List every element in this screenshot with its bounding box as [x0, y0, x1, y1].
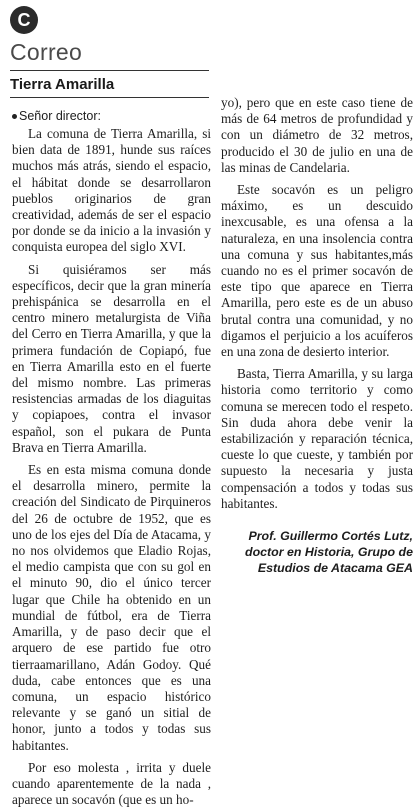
- signature: Prof. Guillermo Cortés Lutz, doctor en Historia, Grupo de Estudios de Atacama GEA: [245, 529, 413, 576]
- right-column: [221, 95, 413, 577]
- paragraph-4-end: yo), pero que en este caso tiene de más de 64 metros de profundidad y con un diámetro de 32 metros, producido el 30 de julio en una de las minas de Candelaria.: [221, 95, 413, 175]
- letter-headline: Tierra Amarilla: [10, 76, 115, 93]
- left-column: [12, 108, 211, 808]
- paragraph-1: La comuna de Tierra Amarilla, si bien data de 1891, hunde sus raíces muchos más atrás, siendo el espacio, el hábitat donde se desarrollaron pueblos originarios de gran creatividad, además de ser el espacio por donde se da inicio a la invasión y conquista europea del siglo XVI.: [12, 126, 211, 255]
- paragraph-5: Este socavón es un peligro máximo, es un descuido inexcusable, es una ofensa a la naturaleza, en una insolencia contra una comuna y sus habitantes,más cuando no es el primer socavón de este tipo que aparece en Tierra Amarilla, pero este es de un abuso brutal contra una comunidad, y no digamos el perjuicio a los acuíferos en una zona de desierto interior.: [221, 182, 413, 360]
- paragraph-6: Basta, Tierra Amarilla, y su larga historia como territorio y como comuna se merecen todo el respeto. Sin duda ahora debe venir la estabilización y reparación técnica, cueste lo que cueste, y también por supuesto la necesaria y justa compensación a todos y todas sus habitantes.: [221, 366, 413, 511]
- paragraph-3: Es en esta misma comuna donde el desarrolla minero, permite la creación del Sindicato de Pirquineros del 26 de octubre de 1952, que es uno de los ejes del Día de Atacama, y no nos olvidemos que Eladio Rojas, el medio campista que con su gol en el minuto 90, dio el único tercer lugar que Chile ha obtenido en un mundial de fútbol, era de Tierra Amarilla, y de paso decir que el arquero de ese partido fue otro tierraamarillano, Adán Godoy. Qué duda, cabe entonces que es una comuna, un espacio histórico relevante y se ganó un sitial de honor, junto a todos y todas sus habitantes.: [12, 462, 211, 753]
- section-rule: [10, 70, 209, 71]
- section-title: Correo: [10, 39, 83, 65]
- salutation: [12, 108, 211, 124]
- paragraph-4-start: Por eso molesta , irrita y duele cuando aparentemente de la nada , aparece un socavón (que es un ho-: [12, 759, 211, 808]
- headline-rule: [10, 97, 209, 98]
- section-badge: C: [10, 6, 38, 34]
- paragraph-2: Si quisiéramos ser más específicos, decir que la gran minería prehispánica se desarrolla en el centro minero metalurgista de Viña del Cerro en Tierra Amarilla, y que la primera fundación de Copiapó, fue en Tierra Amarilla esto en el fuerte del mismo nombre. Las primeras resistencias armadas de los diaguitas y copiapoes, contra el invasor español, son el pukara de Punta Brava en Tierra Amarilla.: [12, 261, 211, 455]
- salutation-text: Señor director:: [19, 109, 101, 123]
- bullet-icon: [12, 114, 17, 119]
